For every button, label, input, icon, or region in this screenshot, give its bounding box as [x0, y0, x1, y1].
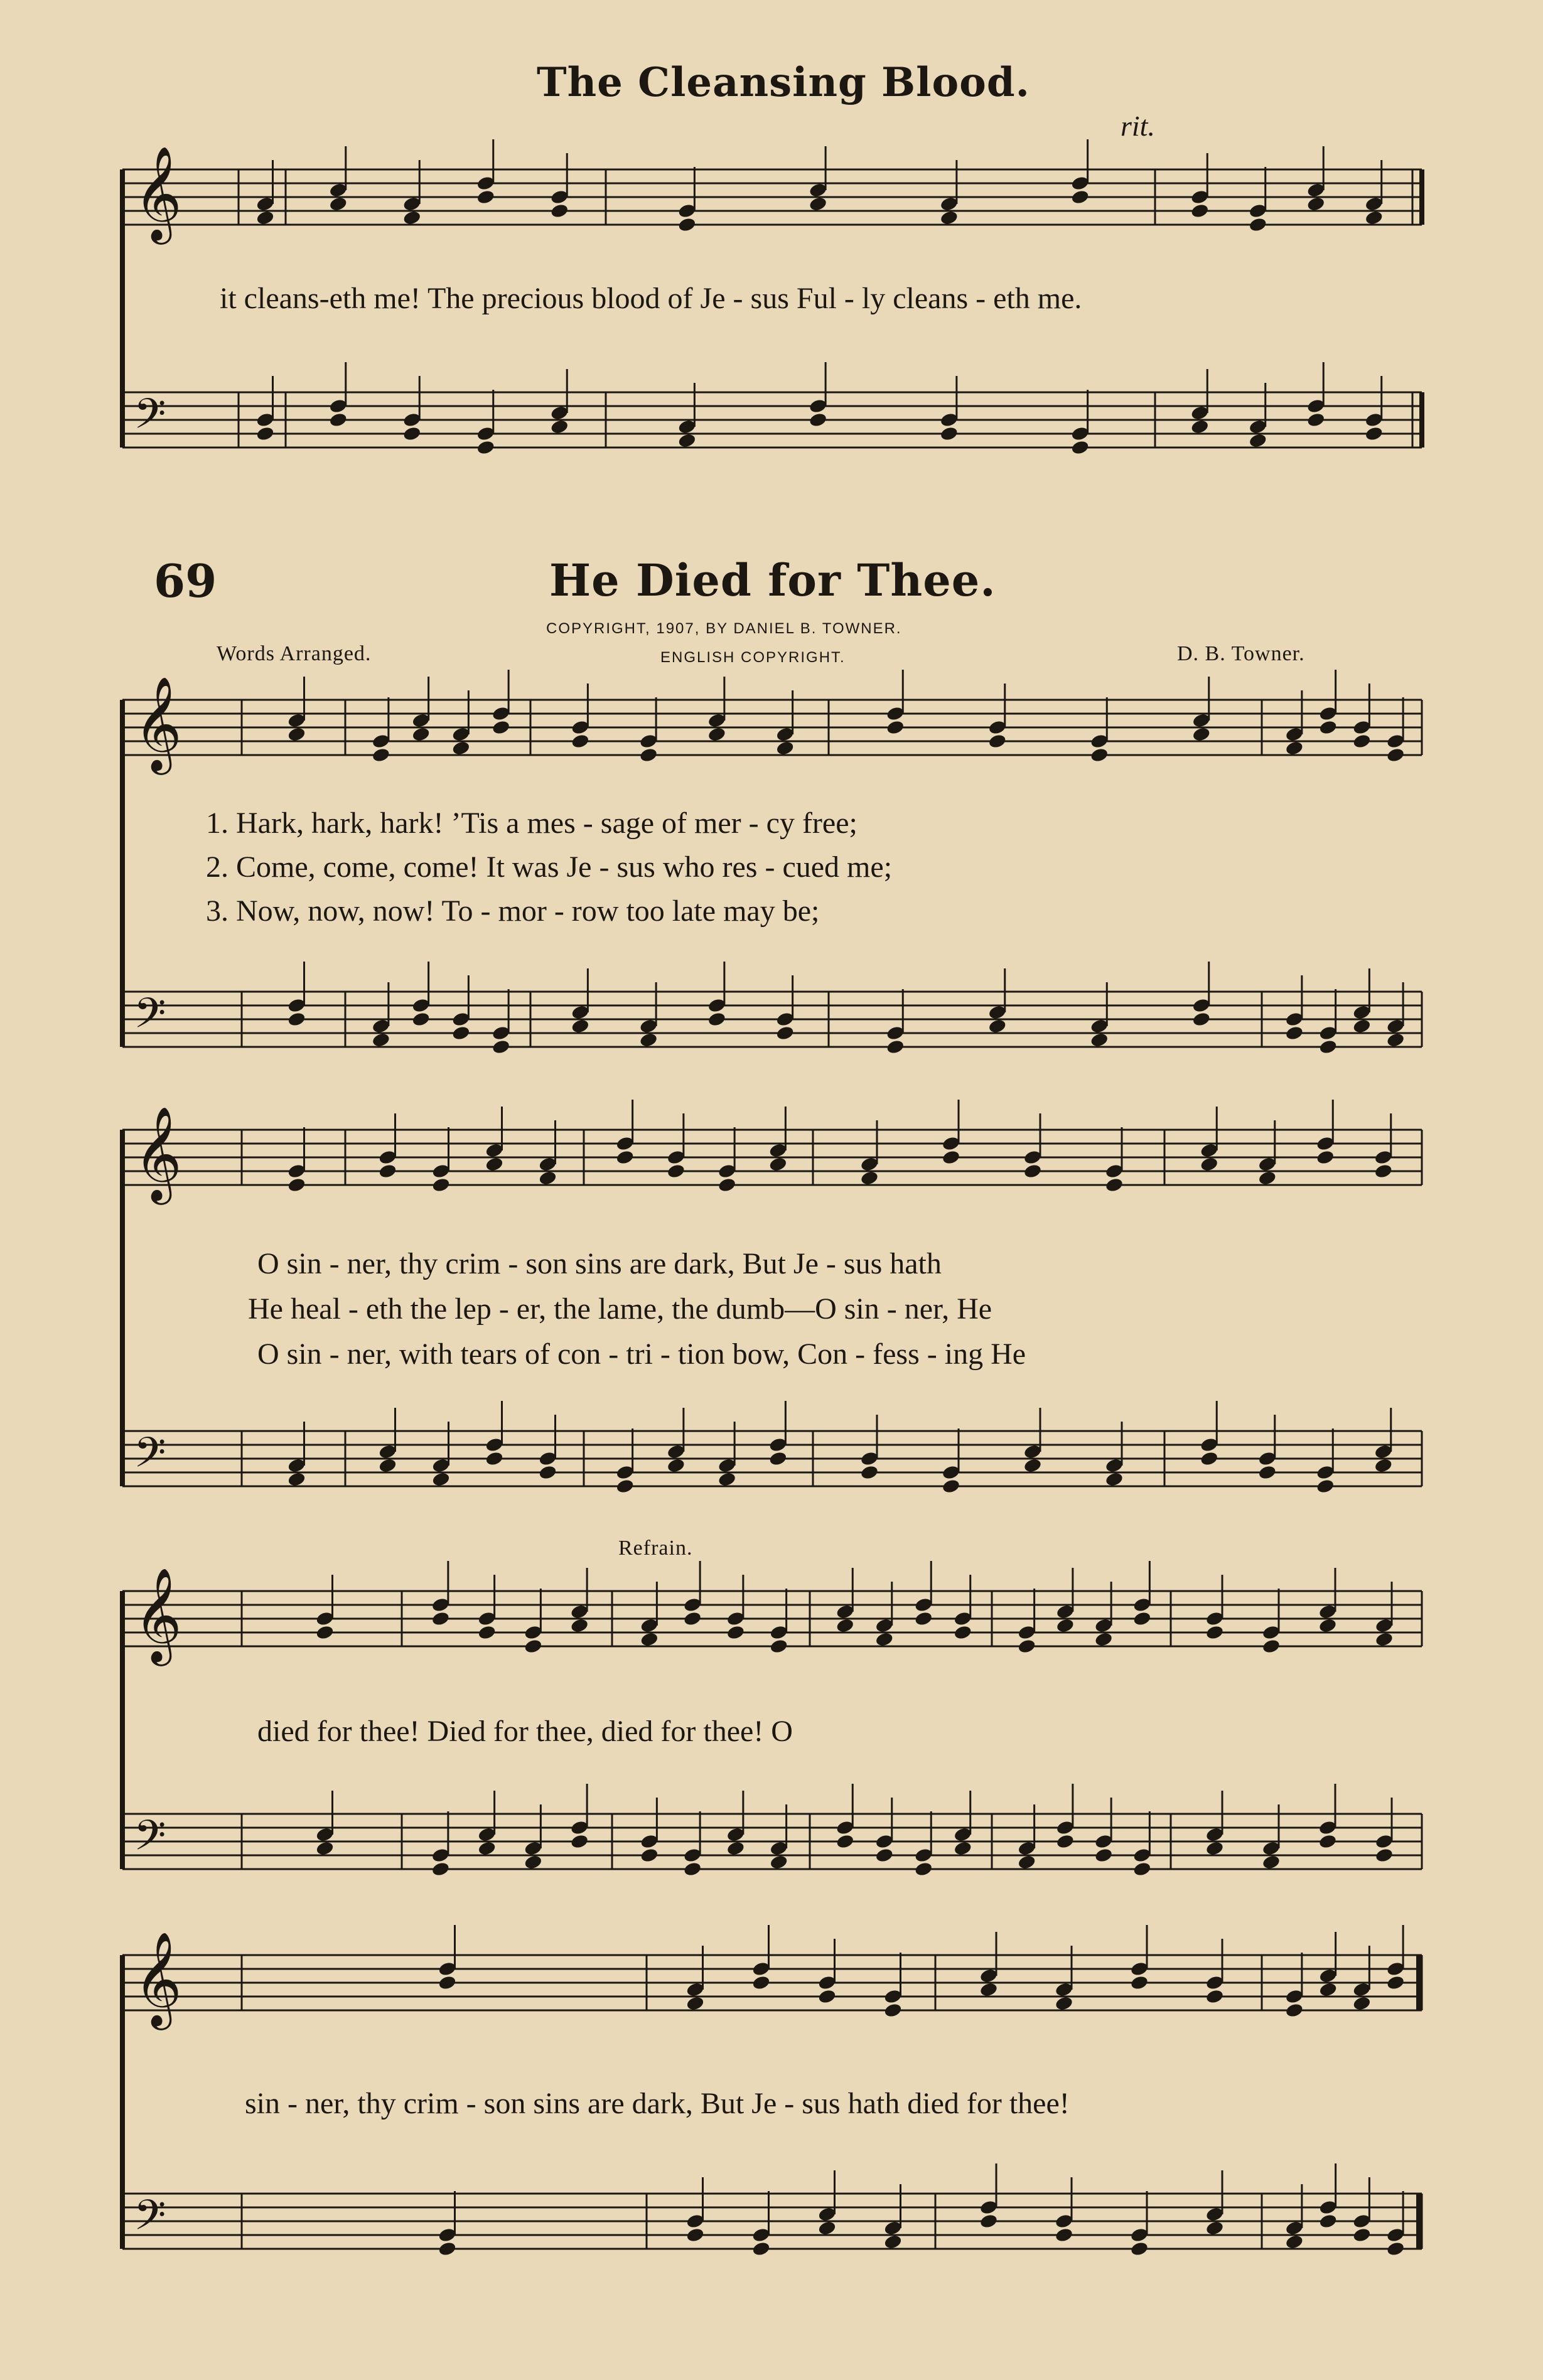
system-3-treble-note — [1375, 1631, 1394, 1648]
system-3-bass-note — [1375, 1847, 1394, 1863]
top-hymn-treble-note — [809, 196, 828, 212]
system-1-bass-note — [1285, 1025, 1304, 1041]
top-hymn-bass-note — [1190, 419, 1210, 435]
top-hymn-treble-note — [677, 217, 697, 233]
system-3-treble-note — [914, 1611, 933, 1627]
top-hymn-treble-note — [402, 210, 422, 226]
system-3-treble-note — [1262, 1638, 1281, 1654]
system-4-bass-note — [751, 2241, 771, 2257]
system-1-bass-clef: 𝄢 — [134, 989, 166, 1048]
composer-credit: D. B. Towner. — [1177, 642, 1305, 665]
system-4-treble-note — [1130, 1975, 1149, 1991]
system-3-treble-note — [1132, 1611, 1152, 1627]
system-1-treble-note — [1386, 747, 1406, 763]
system-1-treble-note — [639, 747, 659, 763]
system-1-treble-note — [707, 726, 727, 742]
system-3-bass-note — [914, 1861, 933, 1877]
system-2-bass-note — [1257, 1464, 1277, 1481]
system-2-bass-note — [538, 1464, 557, 1481]
system-4-treble-note — [1352, 1995, 1372, 2012]
system-2-bass-note — [942, 1478, 961, 1494]
system-4-bass-note — [1130, 2241, 1149, 2257]
system-3-treble-note — [1205, 1624, 1225, 1641]
top-hymn-treble-note — [1070, 189, 1090, 205]
system-2-bass-note — [615, 1478, 635, 1494]
top-hymn-treble-clef: 𝄞 — [134, 145, 182, 240]
system-3-treble-note — [1094, 1631, 1114, 1648]
system-3-bass-note — [836, 1833, 855, 1850]
system-4-bass-note — [685, 2227, 705, 2243]
refrain-lyric-1: died for thee! Died for thee, died for thee! O — [257, 1715, 793, 1748]
top-hymn-treble-note — [255, 210, 275, 226]
system-4-bass-note — [438, 2241, 457, 2257]
refrain-lyric-2: sin - ner, thy crim - son sins are dark, But Je - sus hath died for thee! — [245, 2087, 1070, 2120]
system-4-treble-note — [1318, 1981, 1338, 1998]
system-2-treble-note — [431, 1177, 451, 1193]
system-1-bass-note — [1352, 1018, 1372, 1034]
system-2-treble-note — [1023, 1163, 1043, 1179]
system-3-bass-note — [683, 1861, 702, 1877]
system-2-treble-note — [1200, 1156, 1219, 1172]
top-hymn-treble-note — [1190, 203, 1210, 219]
system-1-treble-clef: 𝄞 — [134, 675, 182, 771]
system-3-bass-note — [524, 1854, 543, 1870]
system-2-bass-note — [768, 1450, 788, 1467]
system-1-treble-note — [287, 726, 306, 742]
system-2-bass-note — [1023, 1457, 1043, 1474]
verse-2-line-1: 2. Come, come, come! It was Je - sus who res - cued me; — [206, 850, 893, 884]
system-3-treble-note — [769, 1638, 788, 1654]
system-3-treble-note — [1318, 1617, 1338, 1634]
system-1-treble-note — [987, 733, 1007, 749]
system-2-bass-note — [718, 1471, 737, 1488]
verse-1-line-2: O sin - ner, thy crim - son sins are dark, But Je - sus hath — [257, 1247, 942, 1280]
system-1-bass-note — [451, 1025, 471, 1041]
tempo-marking: rit. — [1121, 110, 1155, 142]
system-1-treble-note — [451, 740, 471, 756]
verse-1-line-1: 1. Hark, hark, hark! ’Tis a mes - sage of mer - cy free; — [206, 807, 858, 840]
system-3-bass-note — [1205, 1840, 1225, 1857]
verse-3-line-2: O sin - ner, with tears of con - tri - tion bow, Con - fess - ing He — [257, 1337, 1026, 1371]
system-4-bass-note — [1318, 2213, 1338, 2229]
system-3-bass-note — [1262, 1854, 1281, 1870]
top-hymn-treble-note — [1306, 196, 1326, 212]
top-hymn-bass-note — [328, 412, 348, 428]
system-4-bass-note — [979, 2213, 999, 2229]
system-4-bass-clef: 𝄢 — [134, 2191, 166, 2249]
system-2-bass-note — [431, 1471, 451, 1488]
system-3-bass-note — [431, 1861, 451, 1877]
system-2-treble-note — [287, 1177, 306, 1193]
top-hymn-treble-note — [550, 203, 569, 219]
system-2-treble-clef: 𝄞 — [134, 1105, 182, 1201]
system-4-bass-note — [1055, 2227, 1074, 2243]
system-2-treble-note — [378, 1163, 397, 1179]
system-2-treble-note — [1105, 1177, 1124, 1193]
system-2-bass-note — [485, 1450, 504, 1467]
system-4-treble-note — [1386, 1975, 1406, 1991]
system-2-treble-note — [667, 1163, 686, 1179]
top-hymn-bass-note — [1070, 439, 1090, 456]
system-1-bass-note — [1090, 1032, 1109, 1048]
system-1-bass-note — [411, 1011, 431, 1027]
system-3-treble-note — [315, 1624, 335, 1641]
top-hymn-treble-note — [1248, 217, 1267, 233]
refrain-label: Refrain. — [618, 1536, 693, 1560]
top-hymn-lyric: it cleans-eth me! The precious blood of Je - sus Ful - ly cleans - eth me. — [220, 282, 1082, 315]
top-hymn-bass-note — [940, 426, 959, 442]
system-3-treble-note — [1017, 1638, 1036, 1654]
system-3-treble-note — [726, 1624, 746, 1641]
copyright-line-2: ENGLISH COPYRIGHT. — [660, 649, 846, 666]
system-2-bass-note — [667, 1457, 686, 1474]
system-1-bass-note — [1191, 1011, 1211, 1027]
system-3-bass-note — [953, 1840, 972, 1857]
system-4-treble-note — [1285, 2002, 1304, 2018]
system-2-treble-note — [615, 1149, 635, 1166]
system-3-bass-note — [1132, 1861, 1152, 1877]
system-4-treble-note — [1205, 1988, 1225, 2005]
system-2-treble-note — [768, 1156, 788, 1172]
system-1-treble-note — [571, 733, 590, 749]
system-2-bass-note — [860, 1464, 879, 1481]
system-4-treble-note — [883, 2002, 903, 2018]
system-4-treble-note — [438, 1975, 457, 1991]
system-3-bass-note — [315, 1840, 335, 1857]
system-4-treble-note — [979, 1981, 999, 1998]
top-hymn-bass-note — [809, 412, 828, 428]
system-4-bass-note — [883, 2234, 903, 2250]
system-3-treble-note — [477, 1624, 497, 1641]
top-hymn-treble-note — [328, 196, 348, 212]
top-hymn-bass-note — [1364, 426, 1384, 442]
verse-3-line-1: 3. Now, now, now! To - mor - row too late may be; — [206, 894, 820, 928]
system-2-treble-note — [1257, 1170, 1277, 1186]
system-1-treble-note — [1191, 726, 1211, 742]
system-1-treble-note — [1352, 733, 1372, 749]
system-3-treble-note — [1056, 1617, 1075, 1634]
top-hymn-bass-clef: 𝄢 — [134, 390, 166, 448]
system-3-bass-note — [1056, 1833, 1075, 1850]
system-4-bass-note — [1205, 2220, 1225, 2236]
system-3-bass-note — [726, 1840, 746, 1857]
system-1-bass-note — [492, 1039, 511, 1055]
system-4-treble-note — [751, 1975, 771, 1991]
system-3-treble-note — [431, 1611, 451, 1627]
system-4-treble-note — [1055, 1995, 1074, 2012]
system-3-treble-note — [953, 1624, 972, 1641]
system-1-bass-note — [987, 1018, 1007, 1034]
system-4-treble-clef: 𝄞 — [134, 1931, 182, 2026]
system-2-treble-note — [718, 1177, 737, 1193]
system-4-treble-note — [817, 1988, 837, 2005]
system-1-treble-note — [1285, 740, 1304, 756]
top-hymn-bass-note — [1248, 432, 1267, 449]
system-1-treble-note — [492, 719, 511, 736]
system-1-bass-note — [372, 1032, 391, 1048]
system-2-bass-note — [1105, 1471, 1124, 1488]
system-1-bass-note — [886, 1039, 905, 1055]
system-2-treble-note — [942, 1149, 961, 1166]
system-1-bass-note — [775, 1025, 795, 1041]
system-1-treble-note — [775, 740, 795, 756]
system-3-treble-note — [640, 1631, 659, 1648]
system-2-treble-note — [860, 1170, 879, 1186]
top-hymn-bass-note — [1306, 412, 1326, 428]
top-hymn-treble-note — [1364, 210, 1384, 226]
top-hymn-treble-note — [476, 189, 495, 205]
system-3-treble-note — [836, 1617, 855, 1634]
top-hymn-bass-note — [255, 426, 275, 442]
system-4-bass-note — [817, 2220, 837, 2236]
system-4-bass-note — [1386, 2241, 1406, 2257]
system-3-bass-note — [1094, 1847, 1114, 1863]
system-3-treble-clef: 𝄞 — [134, 1567, 182, 1662]
top-hymn-bass-note — [677, 432, 697, 449]
system-1-treble-note — [1090, 747, 1109, 763]
system-1-treble-note — [1318, 719, 1338, 736]
copyright-line-1: COPYRIGHT, 1907, BY DANIEL B. TOWNER. — [546, 620, 902, 637]
system-4-bass-note — [1352, 2227, 1372, 2243]
system-3-bass-note — [1318, 1833, 1338, 1850]
system-2-bass-note — [1316, 1478, 1335, 1494]
system-4-treble-note — [685, 1995, 705, 2012]
system-2-bass-note — [378, 1457, 397, 1474]
system-3-treble-note — [524, 1638, 543, 1654]
hymn-title: He Died for Thee. — [549, 554, 996, 606]
system-1-bass-note — [1386, 1032, 1406, 1048]
system-1-bass-note — [707, 1011, 727, 1027]
system-1-bass-note — [639, 1032, 659, 1048]
system-3-bass-note — [570, 1833, 589, 1850]
system-3-bass-clef: 𝄢 — [134, 1811, 166, 1870]
system-3-bass-note — [1017, 1854, 1036, 1870]
system-3-bass-note — [640, 1847, 659, 1863]
system-3-treble-note — [570, 1617, 589, 1634]
system-3-treble-note — [683, 1611, 702, 1627]
system-1-bass-note — [287, 1011, 306, 1027]
system-1-bass-note — [571, 1018, 590, 1034]
system-2-bass-clef: 𝄢 — [134, 1429, 166, 1487]
system-1-treble-note — [411, 726, 431, 742]
system-3-bass-note — [477, 1840, 497, 1857]
system-2-treble-note — [1374, 1163, 1393, 1179]
verse-2-line-2: He heal - eth the lep - er, the lame, the dumb—O sin - ner, He — [248, 1292, 992, 1326]
system-3-bass-note — [874, 1847, 894, 1863]
top-hymn-bass-note — [402, 426, 422, 442]
system-2-treble-note — [538, 1170, 557, 1186]
system-1-treble-note — [886, 719, 905, 736]
system-2-bass-note — [1200, 1450, 1219, 1467]
system-3-bass-note — [769, 1854, 788, 1870]
top-hymn-bass-note — [476, 439, 495, 456]
top-hymn-bass-note — [550, 419, 569, 435]
system-2-bass-note — [1374, 1457, 1393, 1474]
top-hymn-title: The Cleansing Blood. — [537, 59, 1030, 106]
system-3-treble-note — [874, 1631, 894, 1648]
system-2-bass-note — [287, 1471, 306, 1488]
system-1-bass-note — [1318, 1039, 1338, 1055]
hymn-number: 69 — [154, 554, 217, 608]
system-2-treble-note — [485, 1156, 504, 1172]
system-2-treble-note — [1316, 1149, 1335, 1166]
system-4-bass-note — [1285, 2234, 1304, 2250]
top-hymn-treble-note — [940, 210, 959, 226]
system-1-treble-note — [372, 747, 391, 763]
words-credit: Words Arranged. — [217, 642, 372, 665]
